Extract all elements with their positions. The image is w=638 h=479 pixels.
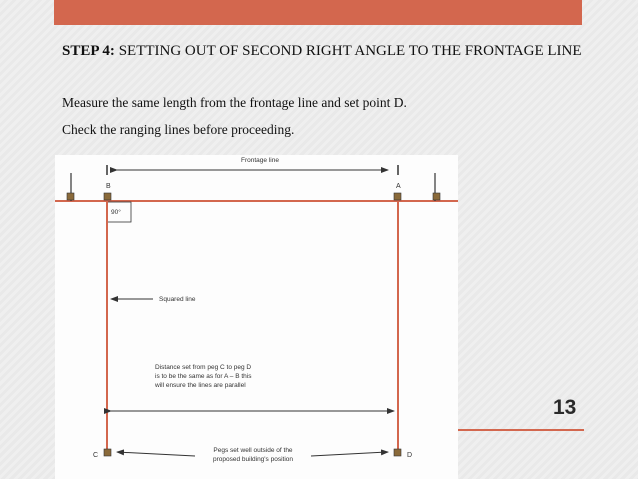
frontage-label: Frontage line — [241, 157, 279, 164]
peg-c — [104, 449, 111, 456]
setting-out-diagram — [55, 155, 458, 479]
page-number: 13 — [553, 396, 577, 419]
peg-a — [394, 193, 401, 200]
distance-note-line-2: is to be the same as for A – B this — [155, 373, 252, 380]
peg-b — [104, 193, 111, 200]
point-c-label: C — [93, 452, 99, 459]
slide-title — [62, 38, 582, 64]
step-title-text: SETTING OUT OF SECOND RIGHT ANGLE TO THE FRONTAGE LINE — [118, 43, 582, 59]
page-number-underline — [458, 429, 584, 431]
distance-note-line-3: will ensure the lines are parallel — [155, 382, 246, 389]
angle-label: 90° — [111, 209, 121, 216]
instruction-line-2: Check the ranging lines before proceeding. — [62, 122, 295, 137]
point-a-label: A — [396, 183, 401, 190]
point-d-label: D — [407, 452, 413, 459]
peg-left — [67, 193, 74, 200]
title-accent-bar — [54, 0, 582, 25]
instruction-line-1: Measure the same length from the frontage line and set point D. — [62, 95, 407, 110]
peg-right — [433, 193, 440, 200]
point-b-label: B — [106, 183, 111, 190]
pegs-note-line-2: proposed building's position — [212, 456, 294, 463]
pegs-arrow-left — [117, 452, 195, 456]
distance-note-line-1: Distance set from peg C to peg D — [155, 364, 252, 371]
squared-line-label: Squared line — [159, 296, 196, 303]
step-label: STEP 4: — [62, 43, 115, 59]
pegs-note-line-1: Pegs set well outside of the — [213, 447, 293, 454]
peg-d — [394, 449, 401, 456]
pegs-arrow-right — [311, 452, 388, 456]
